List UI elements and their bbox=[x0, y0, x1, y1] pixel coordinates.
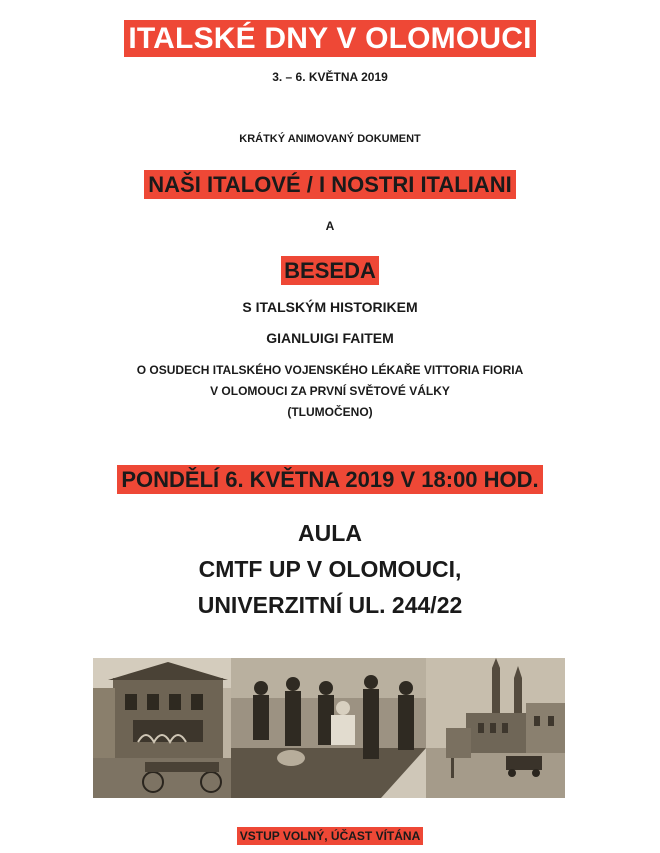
photo-town-hall bbox=[93, 658, 231, 798]
topic-line-3: (TLUMOČENO) bbox=[287, 405, 373, 419]
venue-line-2: CMTF UP V OLOMOUCI, bbox=[198, 556, 462, 582]
historian-name: GIANLUIGI FAITEM bbox=[266, 330, 394, 346]
admission-highlight: VSTUP VOLNÝ, ÚČAST VÍTÁNA bbox=[237, 827, 423, 845]
film-title-highlight: NAŠI ITALOVÉ / I NOSTRI ITALIANI bbox=[144, 170, 515, 199]
talk-title bbox=[0, 256, 660, 285]
film-title bbox=[0, 170, 660, 199]
series-dates: 3. – 6. KVĚTNA 2019 bbox=[272, 70, 388, 84]
conjunction: A bbox=[325, 219, 335, 233]
venue-line-1: AULA bbox=[298, 520, 362, 546]
datetime-highlight: PONDĚLÍ 6. KVĚTNA 2019 V 18:00 HOD. bbox=[117, 465, 542, 494]
photo-cathedral bbox=[426, 658, 565, 798]
photo-soldiers bbox=[231, 658, 426, 798]
event-datetime bbox=[0, 465, 660, 494]
historical-photo-strip bbox=[93, 658, 565, 798]
event-series-title bbox=[0, 20, 660, 57]
doc-label: KRÁTKÝ ANIMOVANÝ DOKUMENT bbox=[239, 133, 421, 145]
admission-note bbox=[0, 827, 660, 845]
title-highlight: ITALSKÉ DNY V OLOMOUCI bbox=[124, 20, 535, 57]
topic-line-1: O OSUDECH ITALSKÉHO VOJENSKÉHO LÉKAŘE VITTORIA FIORIA bbox=[136, 363, 524, 377]
topic-line-2: V OLOMOUCI ZA PRVNÍ SVĚTOVÉ VÁLKY bbox=[210, 384, 450, 398]
with-historian: S ITALSKÝM HISTORIKEM bbox=[242, 299, 418, 315]
talk-title-highlight: BESEDA bbox=[281, 256, 379, 285]
venue-line-3: UNIVERZITNÍ UL. 244/22 bbox=[197, 592, 463, 618]
